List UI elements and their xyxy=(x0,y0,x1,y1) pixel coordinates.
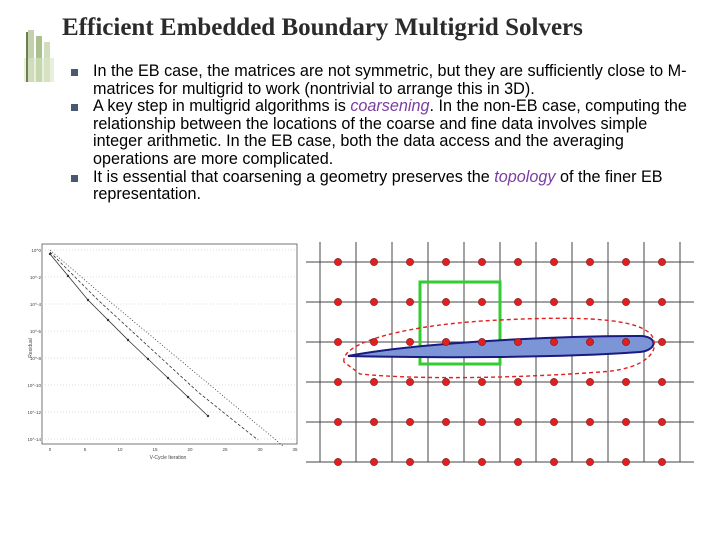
bullet-item xyxy=(70,63,700,98)
grid-node xyxy=(622,418,629,425)
eb-grid-diagram xyxy=(300,232,700,472)
grid-node xyxy=(622,378,629,385)
grid-node xyxy=(478,418,485,425)
grid-node xyxy=(622,458,629,465)
grid-node xyxy=(442,338,449,345)
bullet-square-icon xyxy=(71,175,78,182)
plot-xtick-label: 0 xyxy=(48,447,52,452)
grid-node xyxy=(622,298,629,305)
plot-marker xyxy=(127,339,129,341)
grid-node xyxy=(550,338,557,345)
plot-marker xyxy=(67,275,69,277)
emphasis-coarsening: coarsening xyxy=(350,97,430,116)
plot-marker xyxy=(147,358,149,360)
grid-node xyxy=(406,338,413,345)
plot-marker xyxy=(187,396,189,398)
plot-ytick-label: 10^0 xyxy=(31,248,41,253)
plot-xtick-label: 5 xyxy=(83,447,87,452)
grid-node xyxy=(622,338,629,345)
grid-node xyxy=(586,338,593,345)
grid-node xyxy=(658,458,665,465)
grid-node xyxy=(658,418,665,425)
grid-node xyxy=(514,298,521,305)
grid-node xyxy=(514,258,521,265)
grid-node xyxy=(442,258,449,265)
grid-node xyxy=(622,258,629,265)
grid-node xyxy=(514,378,521,385)
plot-ytick-label: 10^-6 xyxy=(29,329,41,334)
grid-node xyxy=(586,258,593,265)
grid-node xyxy=(514,338,521,345)
grid-node xyxy=(370,378,377,385)
plot-ytick-label: 10^-14 xyxy=(28,437,41,442)
grid-node xyxy=(370,258,377,265)
grid-node xyxy=(406,378,413,385)
plot-ytick-label: 10^-8 xyxy=(29,356,41,361)
grid-node xyxy=(334,458,341,465)
bullet-item xyxy=(70,169,700,204)
bullet-square-icon xyxy=(71,104,78,111)
grid-node xyxy=(406,298,413,305)
grid-node xyxy=(658,258,665,265)
grid-node xyxy=(334,338,341,345)
grid-node xyxy=(550,418,557,425)
grid-node xyxy=(550,458,557,465)
grid-node xyxy=(550,378,557,385)
grid-node xyxy=(334,258,341,265)
grid-node xyxy=(370,338,377,345)
plot-xlabel: V-Cycle Iteration xyxy=(149,455,187,461)
grid-node xyxy=(442,378,449,385)
bullet-text: It is essential that coarsening a geometry preserves the xyxy=(93,167,495,186)
bullet-text: of the finer EB representation. xyxy=(93,167,663,204)
grid-node xyxy=(370,458,377,465)
grid-node xyxy=(334,378,341,385)
grid-node xyxy=(406,418,413,425)
convergence-plot xyxy=(28,240,303,472)
grid-node xyxy=(514,458,521,465)
plot-xtick-label: 20 xyxy=(187,447,193,452)
bullet-text: A key step in multigrid algorithms is xyxy=(93,97,351,116)
grid-node xyxy=(586,298,593,305)
plot-xtick-label: 35 xyxy=(292,447,298,452)
plot-ytick-label: 10^-2 xyxy=(29,275,41,280)
plot-ytick-label: 10^-10 xyxy=(28,383,41,388)
plot-xtick-label: 25 xyxy=(222,447,228,452)
grid-node xyxy=(550,298,557,305)
emphasis-topology: topology xyxy=(494,167,556,186)
grid-node xyxy=(442,298,449,305)
plot-ylabel: Residual xyxy=(28,338,34,358)
grid-node xyxy=(370,298,377,305)
grid-node xyxy=(658,298,665,305)
grid-node xyxy=(478,298,485,305)
plot-marker xyxy=(107,319,109,321)
grid-node xyxy=(658,338,665,345)
plot-xtick-label: 30 xyxy=(257,447,263,452)
grid-node xyxy=(442,418,449,425)
grid-node xyxy=(478,258,485,265)
grid-node xyxy=(334,418,341,425)
grid-node xyxy=(478,458,485,465)
bullet-item xyxy=(70,98,700,168)
grid-node xyxy=(586,418,593,425)
grid-node xyxy=(442,458,449,465)
plot-xtick-label: 15 xyxy=(152,447,158,452)
grid-node xyxy=(586,378,593,385)
plot-frame xyxy=(42,244,297,444)
plot-ytick-label: 10^-12 xyxy=(28,410,41,415)
grid-node xyxy=(478,378,485,385)
bullet-text: . In the non-EB case, computing the relationship between the locations of the coarse and fine data involves simple integer arithmetic. In the EB case, both the data access and the averaging operations are more complicated. xyxy=(93,97,687,168)
plot-marker xyxy=(207,415,209,417)
grid-node xyxy=(406,458,413,465)
grid-node xyxy=(370,418,377,425)
bullet-list xyxy=(70,63,700,204)
slide-title: Efficient Embedded Boundary Multigrid Solvers xyxy=(62,14,583,41)
grid-node xyxy=(514,418,521,425)
grid-node xyxy=(406,258,413,265)
bullet-square-icon xyxy=(71,69,78,76)
plot-marker xyxy=(49,253,51,255)
grid-node xyxy=(478,338,485,345)
bullet-text: In the EB case, the matrices are not symmetric, but they are sufficiently close to M-matrices for multigrid to work (nontrivial to arrange this in 3D). xyxy=(93,62,687,98)
plot-marker xyxy=(87,299,89,301)
lab-logo xyxy=(22,28,56,88)
grid-node xyxy=(658,378,665,385)
plot-xtick-label: 10 xyxy=(117,447,123,452)
grid-node xyxy=(550,258,557,265)
plot-marker xyxy=(167,377,169,379)
grid-node xyxy=(334,298,341,305)
grid-node xyxy=(586,458,593,465)
plot-ytick-label: 10^-4 xyxy=(29,302,41,307)
